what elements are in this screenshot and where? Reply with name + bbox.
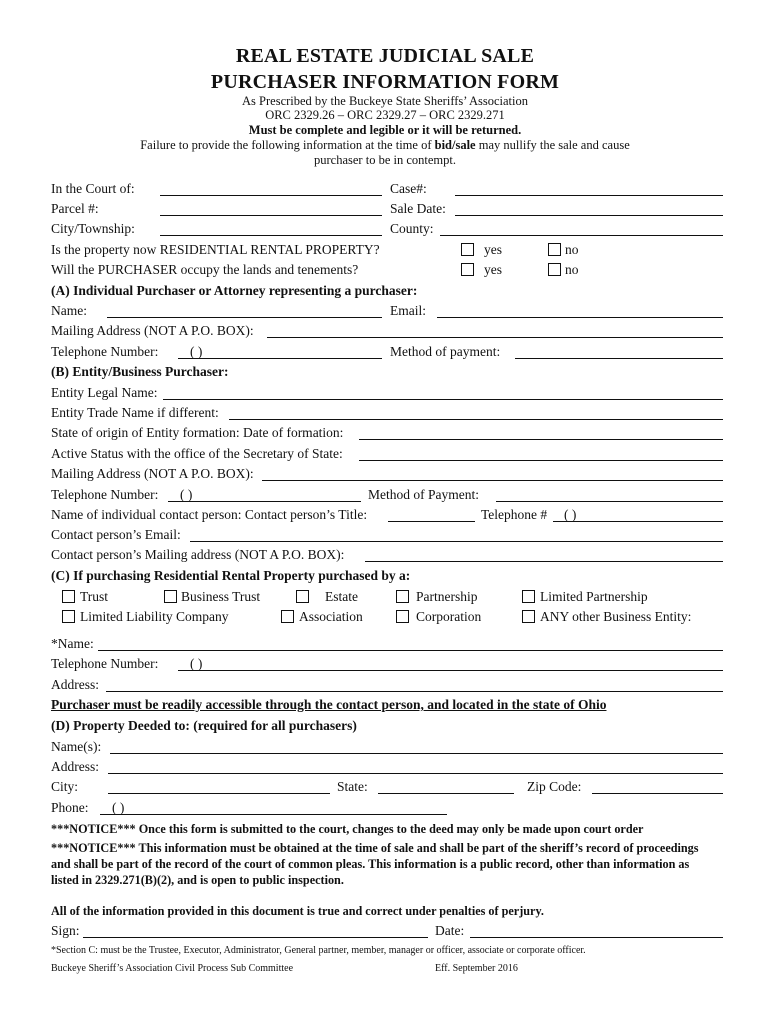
perjury-statement: All of the information provided in this document is true and correct under penalties of perjury.: [51, 904, 544, 918]
must-complete-notice: Must be complete and legible or it will be returned.: [248, 123, 522, 137]
entity-telephone-field[interactable]: [168, 501, 361, 502]
city-township-label: City/Township:: [51, 221, 135, 236]
entity-legal-name-field[interactable]: [163, 399, 723, 400]
contact-telephone-area-code: ( ): [564, 507, 577, 522]
c-address-field[interactable]: [106, 691, 723, 692]
d-phone-field[interactable]: [100, 814, 447, 815]
payment-method-field[interactable]: [515, 358, 723, 359]
entity-legal-name-label: Entity Legal Name:: [51, 385, 158, 400]
occupy-no-checkbox[interactable]: [548, 263, 561, 276]
residential-yes-label: yes: [484, 242, 502, 257]
notice-deed-changes: ***NOTICE*** Once this form is submitted to the court, changes to the deed may only be made upon court order: [51, 822, 644, 836]
business-trust-label: Business Trust: [181, 589, 261, 604]
d-city-field[interactable]: [108, 793, 330, 794]
active-status-field[interactable]: [359, 460, 723, 461]
d-zip-label: Zip Code:: [527, 779, 582, 794]
d-names-label: Name(s):: [51, 739, 102, 754]
partnership-checkbox[interactable]: [396, 590, 409, 603]
prescribed-by: As Prescribed by the Buckeye State Sheriffs’ Association: [242, 94, 528, 108]
city-township-field[interactable]: [160, 235, 382, 236]
contact-email-label: Contact person’s Email:: [51, 527, 181, 542]
section-c-footnote: *Section C: must be the Trustee, Executor, Administrator, General partner, member, manager or officer, associate or corporate officer.: [51, 945, 586, 956]
occupy-no-label: no: [565, 262, 579, 277]
llc-label: Limited Liability Company: [80, 609, 229, 624]
mailing-address-label: Mailing Address (NOT A P.O. BOX):: [51, 323, 254, 338]
d-state-field[interactable]: [378, 793, 514, 794]
notice-public-record-line3: listed in 2329.271(B)(2), and is open to public inspection.: [51, 873, 344, 887]
mailing-address-field[interactable]: [267, 337, 723, 338]
failure-notice: Failure to provide the following information at the time of bid/sale may nullify the sale and cause: [140, 138, 630, 152]
date-label: Date:: [435, 923, 465, 938]
parcel-field[interactable]: [160, 215, 382, 216]
accessible-note: Purchaser must be readily accessible through the contact person, and located in the state of Ohio: [51, 697, 607, 712]
section-b-heading: (B) Entity/Business Purchaser:: [51, 364, 229, 379]
residential-yes-checkbox[interactable]: [461, 243, 474, 256]
section-c-heading: (C) If purchasing Residential Rental Property purchased by a:: [51, 568, 411, 583]
contact-title-field[interactable]: [388, 521, 475, 522]
association-label: Association: [299, 609, 363, 624]
contact-telephone-label: Telephone #: [481, 507, 548, 522]
c-name-field[interactable]: [98, 650, 723, 651]
county-field[interactable]: [440, 235, 723, 236]
state-origin-field[interactable]: [359, 439, 723, 440]
d-names-field[interactable]: [110, 753, 723, 754]
telephone-field[interactable]: [178, 358, 382, 359]
c-address-label: Address:: [51, 677, 99, 692]
court-label: In the Court of:: [51, 181, 135, 196]
contact-mailing-label: Contact person’s Mailing address (NOT A P.O. BOX):: [51, 547, 345, 562]
limited-partnership-checkbox[interactable]: [522, 590, 535, 603]
d-state-label: State:: [337, 779, 368, 794]
d-phone-area-code: ( ): [112, 800, 125, 815]
d-zip-field[interactable]: [592, 793, 723, 794]
occupy-yes-label: yes: [484, 262, 502, 277]
court-field[interactable]: [160, 195, 382, 196]
case-field[interactable]: [455, 195, 723, 196]
form-title-line1: REAL ESTATE JUDICIAL SALE: [235, 45, 535, 67]
failure-notice-line2: purchaser to be in contempt.: [314, 153, 456, 167]
contact-email-field[interactable]: [190, 541, 723, 542]
section-a-heading: (A) Individual Purchaser or Attorney representing a purchaser:: [51, 283, 418, 298]
estate-label: Estate: [325, 589, 358, 604]
partnership-label: Partnership: [416, 589, 478, 604]
entity-telephone-area-code: ( ): [180, 487, 193, 502]
case-label: Case#:: [390, 181, 427, 196]
notice-public-record-line2: and shall be part of the record of the court of common pleas. This information is a public record, other than information as: [51, 857, 690, 871]
email-label: Email:: [390, 303, 426, 318]
corporation-label: Corporation: [416, 609, 482, 624]
sale-date-label: Sale Date:: [390, 201, 446, 216]
payment-method-label: Method of payment:: [390, 344, 501, 359]
d-address-field[interactable]: [108, 773, 723, 774]
sign-label: Sign:: [51, 923, 80, 938]
trust-checkbox[interactable]: [62, 590, 75, 603]
c-telephone-field[interactable]: [178, 670, 723, 671]
entity-trade-name-field[interactable]: [229, 419, 723, 420]
notice-public-record-line1: ***NOTICE*** This information must be obtained at the time of sale and shall be part of the sheriff’s record of proceedings: [51, 841, 699, 855]
corporation-checkbox[interactable]: [396, 610, 409, 623]
sign-field[interactable]: [83, 937, 428, 938]
c-name-label: *Name:: [51, 636, 94, 651]
telephone-label: Telephone Number:: [51, 344, 159, 359]
date-field[interactable]: [470, 937, 723, 938]
name-label: Name:: [51, 303, 87, 318]
residential-no-checkbox[interactable]: [548, 243, 561, 256]
sale-date-field[interactable]: [455, 215, 723, 216]
residential-no-label: no: [565, 242, 579, 257]
trust-label: Trust: [80, 589, 109, 604]
occupy-question: Will the PURCHASER occupy the lands and tenements?: [51, 262, 359, 277]
residential-question: Is the property now RESIDENTIAL RENTAL PROPERTY?: [51, 242, 380, 257]
estate-checkbox[interactable]: [296, 590, 309, 603]
d-city-label: City:: [51, 779, 79, 794]
contact-mailing-field[interactable]: [365, 561, 723, 562]
entity-mailing-label: Mailing Address (NOT A P.O. BOX):: [51, 466, 254, 481]
c-telephone-area-code: ( ): [190, 656, 203, 671]
entity-trade-name-label: Entity Trade Name if different:: [51, 405, 219, 420]
entity-payment-label: Method of Payment:: [368, 487, 479, 502]
effective-date: Eff. September 2016: [435, 963, 518, 974]
entity-telephone-label: Telephone Number:: [51, 487, 159, 502]
d-phone-label: Phone:: [51, 800, 89, 815]
limited-partnership-label: Limited Partnership: [540, 589, 648, 604]
association-checkbox[interactable]: [281, 610, 294, 623]
entity-payment-field[interactable]: [496, 501, 723, 502]
section-d-heading: (D) Property Deeded to: (required for all purchasers): [51, 718, 357, 733]
c-telephone-label: Telephone Number:: [51, 656, 159, 671]
name-field[interactable]: [107, 317, 382, 318]
county-label: County:: [390, 221, 434, 236]
form-title-line2: PURCHASER INFORMATION FORM: [210, 71, 560, 93]
entity-mailing-field[interactable]: [262, 480, 723, 481]
committee-footer: Buckeye Sheriff’s Association Civil Process Sub Committee: [51, 963, 294, 974]
orc-references: ORC 2329.26 – ORC 2329.27 – ORC 2329.271: [265, 108, 505, 122]
occupy-yes-checkbox[interactable]: [461, 263, 474, 276]
active-status-label: Active Status with the office of the Secretary of State:: [51, 446, 343, 461]
llc-checkbox[interactable]: [62, 610, 75, 623]
business-trust-checkbox[interactable]: [164, 590, 177, 603]
contact-telephone-field[interactable]: [553, 521, 723, 522]
parcel-label: Parcel #:: [51, 201, 99, 216]
other-entity-label: ANY other Business Entity:: [540, 609, 692, 624]
state-origin-label: State of origin of Entity formation: Date of formation:: [51, 425, 344, 440]
other-entity-checkbox[interactable]: [522, 610, 535, 623]
d-address-label: Address:: [51, 759, 99, 774]
email-field[interactable]: [437, 317, 723, 318]
telephone-area-code: ( ): [190, 344, 203, 359]
contact-person-label: Name of individual contact person: Contact person’s Title:: [51, 507, 368, 522]
